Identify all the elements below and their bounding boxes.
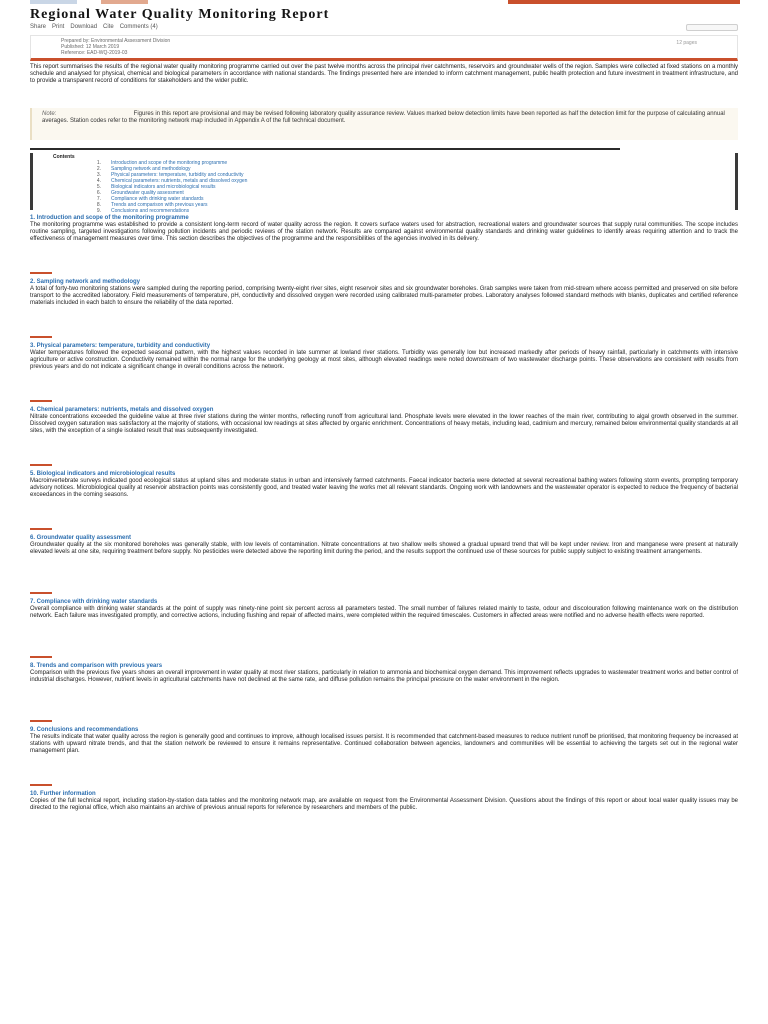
subscribe-button[interactable] xyxy=(508,0,740,4)
toc-link[interactable]: Introduction and scope of the monitoring programme xyxy=(111,160,228,166)
meta-reference: Reference: EAD-WQ-2019-03 xyxy=(61,50,128,56)
meta-pages: 12 pages xyxy=(676,40,697,46)
back-to-top-link[interactable] xyxy=(30,464,52,466)
article-toolbar xyxy=(30,21,738,33)
toc-num: 7. xyxy=(96,196,101,202)
toc-link[interactable]: Sampling network and methodology xyxy=(111,166,191,172)
toc-link[interactable]: Compliance with drinking water standards xyxy=(111,196,204,202)
toc-num: 1. xyxy=(96,160,101,166)
section-body: Groundwater quality at the six monitored boreholes was generally stable, with low levels of contamination. Nitrate concentrations at two shallow wells showed a gradual upward trend that will be kept under review. Iron and manganese were present at naturally elevated levels at one site, requiring treatment before supply. No pesticides were detected above the reporting limit during the period, and the results support the continued use of these sources for public supply subject to existing treatment arrangements. xyxy=(30,542,738,555)
section-10 xyxy=(30,790,738,846)
meta-author: Prepared by: Environmental Assessment Division xyxy=(61,38,171,44)
toc-num: 3. xyxy=(96,172,101,178)
section-body: A total of forty-two monitoring stations were sampled during the reporting period, comprising twenty-eight river sites, eight reservoir sites and six groundwater boreholes. Grab samples were taken from mid-stream where access permitted and preserved on site before transport to the accredited laboratory. Field measurements of temperature, pH, conductivity and dissolved oxygen were recorded using calibrated multi-parameter probes. Laboratory analyses followed standard methods with blanks, duplicates and certified reference materials included in each batch to ensure the reliability of the data reported. xyxy=(30,286,738,306)
back-to-top-link[interactable] xyxy=(30,528,52,530)
section-5 xyxy=(30,470,738,530)
meta-date: Published: 12 March 2019 xyxy=(61,44,120,50)
article-meta xyxy=(30,35,738,61)
section-body: Copies of the full technical report, including station-by-station data tables and the monitoring network map, are available on request from the Environmental Assessment Division. Questions about the findings of this report or about local water quality issues may be directed to the regional office, which also maintains an archive of previous annual reports for reference by researchers and members of the public. xyxy=(30,798,738,811)
section-6 xyxy=(30,534,738,594)
comments-link[interactable]: Comments (4) xyxy=(119,24,158,30)
back-to-top-link[interactable] xyxy=(30,272,52,274)
table-of-contents xyxy=(30,153,738,214)
divider xyxy=(30,148,620,150)
toc-link[interactable]: Conclusions and recommendations xyxy=(111,208,190,214)
section-9 xyxy=(30,726,738,786)
toc-title: Contents xyxy=(53,154,75,160)
section-body: The results indicate that water quality across the region is generally good and continues to improve, although localised issues persist. It is recommended that catchment-based measures to reduce nutrient runoff be prioritised, that monitoring frequency be increased at stations with upward nitrate trends, and that the station network be reviewed to ensure it remains representative. Continued collaboration between agencies, landowners and communities will be essential to achieving the targets set out in the regional water management plan. xyxy=(30,734,738,754)
toc-link[interactable]: Biological indicators and microbiological results xyxy=(111,184,216,190)
share-link[interactable]: Share xyxy=(30,24,47,30)
toc-link[interactable]: Groundwater quality assessment xyxy=(111,190,184,196)
section-heading: 1. Introduction and scope of the monitoring programme xyxy=(30,215,189,221)
back-to-top-link[interactable] xyxy=(30,784,52,786)
page-title: Regional Water Quality Monitoring Report xyxy=(30,7,330,22)
breadcrumb[interactable] xyxy=(30,0,148,4)
note-box xyxy=(30,108,738,140)
section-7 xyxy=(30,598,738,658)
download-link[interactable]: Download xyxy=(70,24,98,30)
section-heading: 6. Groundwater quality assessment xyxy=(30,535,132,541)
back-to-top-link[interactable] xyxy=(30,400,52,402)
section-heading: 2. Sampling network and methodology xyxy=(30,279,141,285)
note-text: Figures in this report are provisional and may be revised following laboratory quality assurance review. Values marked below detection limits have been reported as half the detection limit for the purpose of calculating annual averages. Station codes refer to the monitoring network map included in Appendix A of the full technical document. xyxy=(42,111,725,124)
section-3 xyxy=(30,342,738,402)
section-heading: 4. Chemical parameters: nutrients, metals and dissolved oxygen xyxy=(30,407,214,413)
section-body: The monitoring programme was established to provide a consistent long-term record of water quality across the region. It covers surface waters used for abstraction, recreational waters and groundwater sources that supply rural communities. The scope includes routine sampling, targeted investigations following pollution incidents and periodic reviews of the station network. Results are compared against environmental quality standards and drinking water guidelines to identify areas requiring attention and to track the effectiveness of management measures over time. This section describes the objectives of the programme and the responsibilities of the agencies involved in its delivery. xyxy=(30,222,738,242)
section-body: Comparison with the previous five years shows an overall improvement in water quality at most river stations, particularly in relation to ammonia and biochemical oxygen demand. This improvement reflects upgrades to wastewater treatment works and better control of industrial discharges. However, nutrient levels in agricultural catchments have not declined at the same rate, and diffuse pollution remains the principal pressure on the water environment in the region. xyxy=(30,670,738,683)
toc-num: 9. xyxy=(96,208,101,214)
section-2 xyxy=(30,278,738,338)
back-to-top-link[interactable] xyxy=(30,720,52,722)
section-body: Nitrate concentrations exceeded the guideline value at three river stations during the winter months, reflecting runoff from agricultural land. Phosphate levels were elevated in the lower reaches of the main river, contributing to algal growth observed in the summer. Dissolved oxygen saturation was satisfactory at the majority of stations, with occasional low readings at sites affected by organic enrichment. Concentrations of heavy metals, including lead, cadmium and mercury, remained below environmental quality standards at all sites, with the exception of a single isolated result that was subsequently investigated. xyxy=(30,414,738,434)
section-heading: 3. Physical parameters: temperature, turbidity and conductivity xyxy=(30,343,211,349)
section-heading: 7. Compliance with drinking water standards xyxy=(30,599,158,605)
back-to-top-link[interactable] xyxy=(30,592,52,594)
section-body: Overall compliance with drinking water standards at the point of supply was ninety-nine point six percent across all parameters tested. The small number of failures related mainly to taste, odour and discolouration following maintenance work on the distribution network. Each failure was investigated promptly, and corrective actions, including flushing and repair of affected mains, were completed within the required timescales. Customers in affected areas were notified and no adverse health effects were reported. xyxy=(30,606,738,619)
toc-link[interactable]: Chemical parameters: nutrients, metals and dissolved oxygen xyxy=(111,178,248,184)
print-link[interactable]: Print xyxy=(52,24,65,30)
section-body: Macroinvertebrate surveys indicated good ecological status at upland sites and moderate status in urban and intensively farmed catchments. Faecal indicator bacteria were detected at several recreational bathing waters following storm events, prompting temporary advisory notices. Microbiological quality at reservoir abstraction points was consistently good, and treated water leaving the works met all relevant standards. Ongoing work with landowners and the wastewater operator is expected to reduce the frequency of bacterial exceedances in the coming seasons. xyxy=(30,478,738,498)
note-label: Note: xyxy=(42,111,57,117)
toc-link[interactable]: Trends and comparison with previous years xyxy=(111,202,208,208)
toc-num: 8. xyxy=(96,202,101,208)
article xyxy=(30,9,738,846)
section-body: Water temperatures followed the expected seasonal pattern, with the highest values recorded in late summer at lowland river stations. Turbidity was generally low but increased markedly after periods of heavy rainfall, particularly in catchments with intensive agriculture or active construction. Conductivity remained within the normal range for the underlying geology at most sites, although elevated readings were noted downstream of two wastewater discharge points. These observations are consistent with results from previous years and do not indicate a significant change in overall conditions across the network. xyxy=(30,350,738,370)
section-heading: 8. Trends and comparison with previous years xyxy=(30,663,163,669)
toc-num: 2. xyxy=(96,166,101,172)
back-to-top-link[interactable] xyxy=(30,336,52,338)
section-heading: 10. Further information xyxy=(30,791,96,797)
section-heading: 9. Conclusions and recommendations xyxy=(30,727,139,733)
section-heading: 5. Biological indicators and microbiological results xyxy=(30,471,176,477)
toc-num: 5. xyxy=(96,184,101,190)
toc-num: 6. xyxy=(96,190,101,196)
cite-link[interactable]: Cite xyxy=(103,24,114,30)
toc-num: 4. xyxy=(96,178,101,184)
search-input[interactable] xyxy=(686,24,738,31)
back-to-top-link[interactable] xyxy=(30,656,52,658)
section-8 xyxy=(30,662,738,722)
intro-paragraph: This report summarises the results of the regional water quality monitoring programme carried out over the past twelve months across the principal river catchments, reservoirs and groundwater wells of the region. Samples were collected at fixed stations on a monthly schedule and analysed for physical, chemical and biological parameters in accordance with national standards. The findings presented here are intended to inform catchment management, public health protection and future investment in treatment infrastructure, and to provide a transparent record of conditions for stakeholders and the wider public. xyxy=(30,64,738,84)
section-1 xyxy=(30,214,738,274)
section-4 xyxy=(30,406,738,466)
toc-link[interactable]: Physical parameters: temperature, turbidity and conductivity xyxy=(111,172,244,178)
